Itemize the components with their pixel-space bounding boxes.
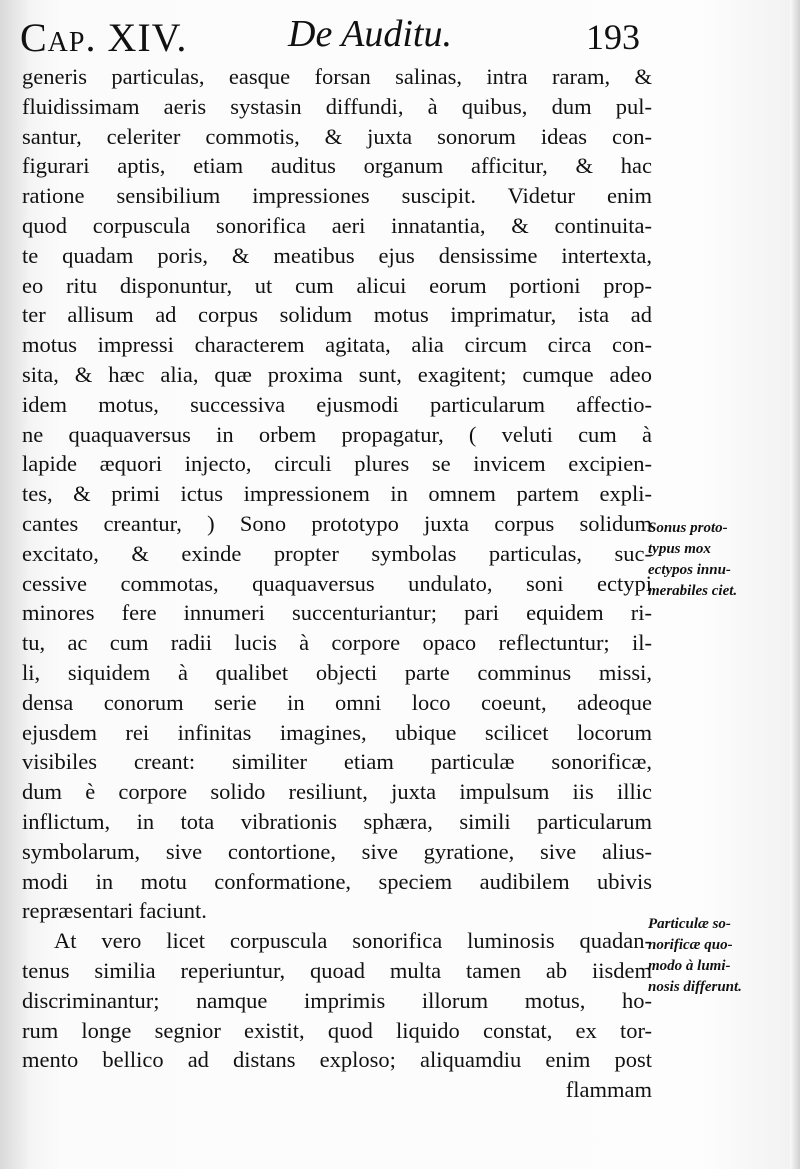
- text-line: rum longe segnior existit, quod liquido constat, ex tor-: [22, 1017, 652, 1043]
- text-line: At vero licet corpuscula sonorifica luminosis quadan-: [54, 928, 652, 954]
- text-line: ne quaquaversus in orbem propagatur, ( veluti cum à: [22, 421, 652, 447]
- text-line: ejusdem rei infinitas imagines, ubique scilicet locorum: [22, 719, 652, 745]
- margin-note-particulae: [648, 914, 793, 998]
- chapter-label: Cap. XIV.: [20, 15, 188, 60]
- text-line: sita, & hæc alia, quæ proxima sunt, exagitent; cumque adeo: [22, 361, 652, 387]
- margin-note-line: Particulæ so-: [648, 916, 731, 932]
- text-line: li, siquidem à qualibet objecti parte comminus missi,: [22, 659, 652, 685]
- text-line: minores fere innumeri succenturiantur; pari equidem ri-: [22, 600, 652, 626]
- margin-note-line: modo à lumi-: [648, 958, 731, 974]
- margin-note-sonus: [648, 518, 793, 602]
- text-line: motus impressi characterem agitata, alia circum circa con-: [22, 332, 652, 358]
- text-line: figurari aptis, etiam auditus organum afficitur, & hac: [22, 153, 652, 179]
- main-text-block: [22, 62, 652, 1105]
- margin-note-line: ectypos innu-: [648, 562, 731, 578]
- text-line: eo ritu disponuntur, ut cum alicui eorum portioni prop-: [22, 272, 652, 298]
- text-line: inflictum, in tota vibrationis sphæra, simili particularum: [22, 808, 652, 834]
- margin-note-line: merabiles ciet.: [648, 583, 738, 599]
- text-line: fluidissimam aeris systasin diffundi, à quibus, dum pul-: [22, 93, 652, 119]
- text-line: visibiles creant: similiter etiam particulæ sonorificæ,: [22, 749, 652, 775]
- margin-note-line: Sonus proto-: [648, 520, 728, 536]
- text-line: symbolarum, sive contortione, sive gyratione, sive alius-: [22, 838, 652, 864]
- text-line: santur, celeriter commotis, & juxta sonorum ideas con-: [22, 123, 652, 149]
- margin-note-line: norificæ quo-: [648, 937, 733, 953]
- catchword: flammam: [565, 1077, 652, 1103]
- text-line: excitato, & exinde propter symbolas particulas, suc-: [22, 540, 652, 566]
- text-line: cantes creantur, ) Sono prototypo juxta corpus solidum: [22, 510, 652, 536]
- text-line: te quadam poris, & meatibus ejus densissime intertexta,: [22, 242, 652, 268]
- text-line: idem motus, successiva ejusmodi particularum affectio-: [22, 391, 652, 417]
- text-line: dum è corpore solido resiliunt, juxta impulsum iis illic: [22, 779, 652, 805]
- text-line: discriminantur; namque imprimis illorum motus, ho-: [22, 987, 652, 1013]
- text-line: ratione sensibilium impressiones suscipit. Videtur enim: [22, 183, 652, 209]
- text-line: modi in motu conformatione, speciem audibilem ubivis: [22, 868, 652, 894]
- text-line: quod corpuscula sonorifica aeri innatantia, & continuita-: [22, 212, 652, 238]
- page-number: 193: [586, 17, 640, 57]
- text-line: lapide æquori injecto, circuli plures se invicem excipien-: [22, 451, 652, 477]
- text-line: mento bellico ad distans exploso; aliquamdiu enim post: [22, 1047, 652, 1073]
- text-line: cessive commotas, quaquaversus undulato, soni ectypi: [22, 570, 652, 596]
- text-line: densa conorum serie in omni loco coeunt, adeoque: [22, 689, 652, 715]
- text-line: ter allisum ad corpus solidum motus imprimatur, ista ad: [22, 302, 652, 328]
- text-line: tenus similia reperiuntur, quoad multa tamen ab iisdem: [22, 957, 652, 983]
- text-line: tu, ac cum radii lucis à corpore opaco reflectuntur; il-: [22, 630, 652, 656]
- text-line: generis particulas, easque forsan salinas, intra raram, &: [22, 64, 652, 89]
- running-header: [20, 12, 640, 60]
- page-title: De Auditu.: [288, 13, 452, 55]
- text-line: tes, & primi ictus impressionem in omnem partem expli-: [22, 481, 652, 507]
- text-line: repræsentari faciunt.: [22, 898, 207, 924]
- margin-note-line: typus mox: [648, 541, 711, 557]
- margin-note-line: nosis differunt.: [648, 979, 742, 995]
